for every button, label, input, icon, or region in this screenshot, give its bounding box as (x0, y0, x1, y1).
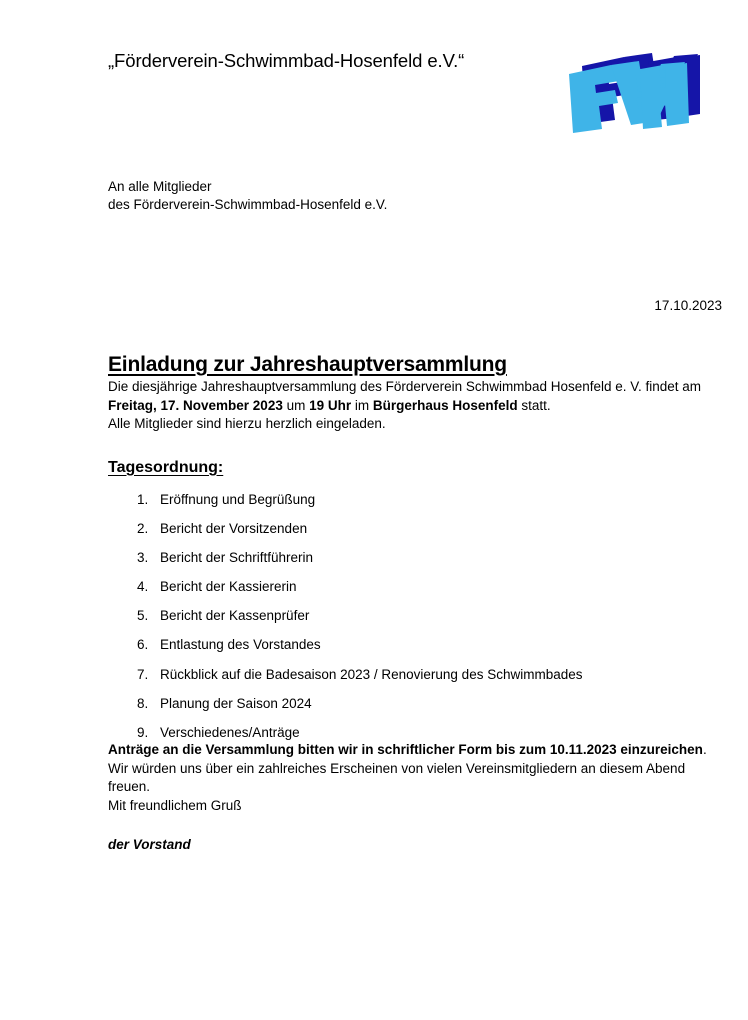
letter-body (108, 352, 724, 854)
letterhead (0, 0, 748, 150)
list-item: 1. Eröffnung und Begrüßung (152, 492, 724, 508)
recipient-line-2: des Förderverein-Schwimmbad-Hosenfeld e.V. (108, 197, 388, 212)
intro-text-3: im (351, 397, 373, 413)
recipient-line-1: An alle Mitglieder (108, 179, 212, 194)
motions-period: . (702, 742, 707, 757)
list-item: 7. Rückblick auf die Badesaison 2023 / Renovierung des Schwimmbades (152, 667, 724, 683)
list-item: 8. Planung der Saison 2024 (152, 696, 724, 712)
recipient-block (108, 178, 387, 214)
list-item: 9. Verschiedenes/Anträge (152, 725, 724, 741)
meeting-venue: Bürgerhaus Hosenfeld (372, 397, 518, 413)
meeting-time: 19 Uhr (309, 397, 352, 413)
list-item: 5. Bericht der Kassenprüfer (152, 608, 724, 624)
intro-text-4: statt. (517, 397, 551, 413)
welcome-paragraph: Alle Mitglieder sind hierzu herzlich eingeladen. (108, 416, 386, 431)
list-item: 2. Bericht der Vorsitzenden (152, 521, 724, 537)
organization-title: „Förderverein-Schwimmbad-Hosenfeld e.V.“ (108, 50, 465, 71)
list-item: 3. Bericht der Schriftführerin (152, 550, 724, 566)
list-item: 4. Bericht der Kassiererin (152, 579, 724, 595)
agenda-list (108, 492, 724, 742)
motions-text: Anträge an die Versammlung bitten wir in schriftlicher Form bis zum 10.11.2023 einzureichen (108, 742, 703, 757)
motions-paragraph (108, 741, 724, 760)
intro-text-2: um (282, 397, 310, 413)
signature-line: der Vorstand (108, 837, 191, 852)
list-item: 6. Entlastung des Vorstandes (152, 637, 724, 653)
hope-paragraph: Wir würden uns über ein zahlreiches Erscheinen von vielen Vereinsmitgliedern an diesem Abend freuen. (108, 760, 686, 794)
document-date: 17.10.2023 (654, 298, 722, 313)
page-title: Einladung zur Jahreshauptversammlung (108, 353, 507, 376)
closing-salutation: Mit freundlichem Gruß (108, 797, 242, 813)
meeting-date: Freitag, 17. November 2023 (108, 397, 283, 413)
intro-paragraph (108, 378, 724, 415)
intro-text-1: Die diesjährige Jahreshauptversammlung des Förderverein Schwimmbad Hosenfeld e. V. findet am (108, 379, 702, 394)
fvsh-logo (552, 50, 700, 138)
agenda-heading: Tagesordnung: (108, 458, 224, 476)
